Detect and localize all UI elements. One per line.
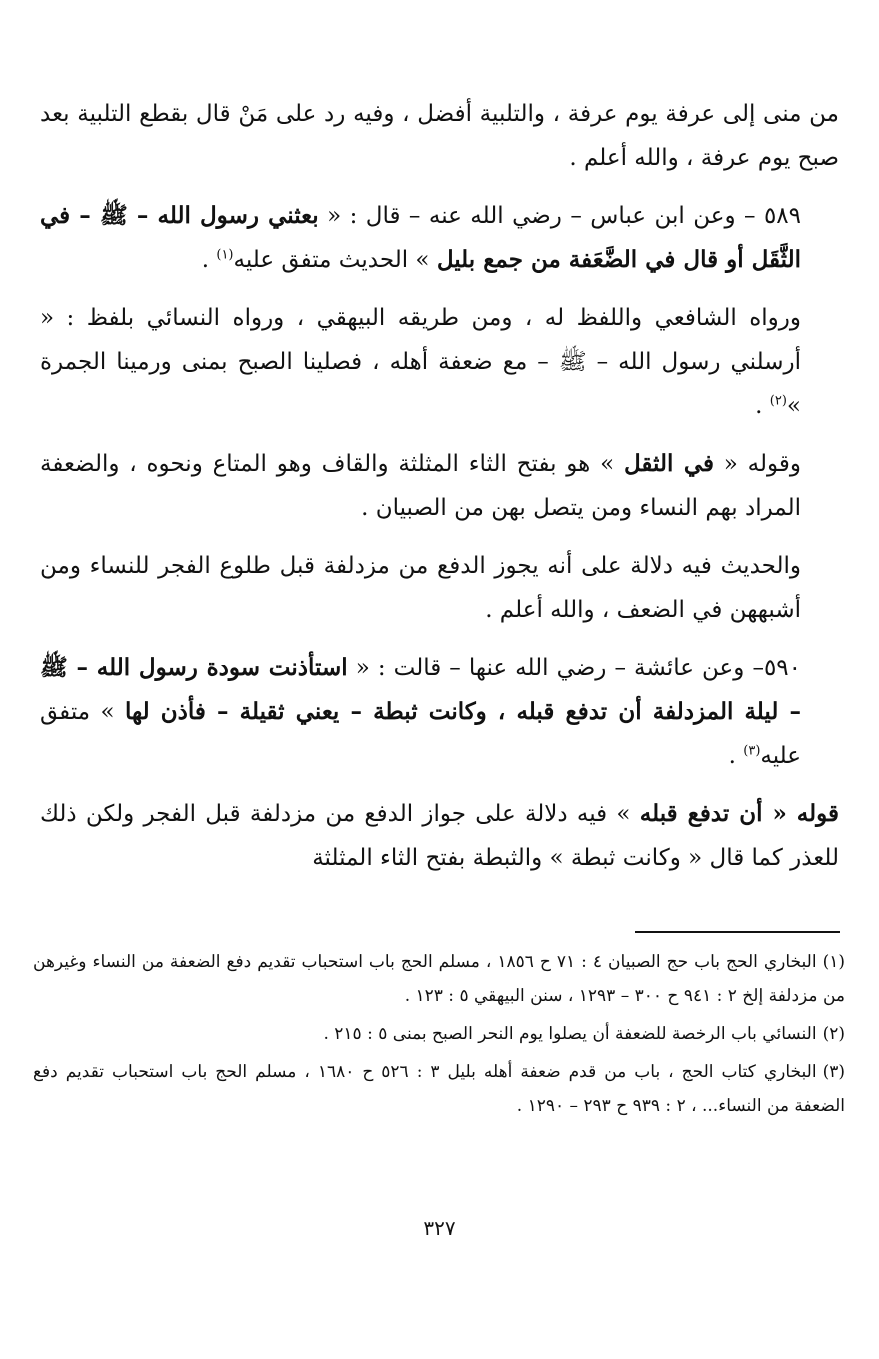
explained-term: في الثقل <box>623 450 714 477</box>
paragraph-text: من منى إلى عرفة يوم عرفة ، والتلبية أفضل ، وفيه رد على مَنْ قال بقطع التلبية بعد صبح يوم عرفة ، والله أعلم . <box>40 101 839 171</box>
footnote-number: (١) <box>822 952 845 972</box>
page-number: ٣٢٧ <box>423 1216 456 1240</box>
footnote-text: البخاري كتاب الحج ، باب من قدم ضعفة أهله بليل ٣ : ٥٢٦ ح ١٦٨٠ ، مسلم الحج باب استحباب تقديم دفع الضعفة من النساء... ، ٢ : ٩٣٩ ح ٢٩٣ – ١٢٩٠ . <box>33 1062 845 1116</box>
paragraph-lead: وقوله « <box>714 451 801 477</box>
hadith-number: ٥٨٩ – <box>735 203 802 229</box>
footnote-text: البخاري الحج باب حج الصبيان ٤ : ٧١ ح ١٨٥٦ ، مسلم الحج باب استحباب تقديم دفع الضعفة من النساء وغيرهن من مزدلفة إلخ ٢ : ٩٤١ ح ٣٠٠ – ١٢٩٣ ، سنن البيهقي ٥ : ١٢٣ . <box>33 952 845 1006</box>
paragraph-lead: قوله « <box>762 800 839 827</box>
hadith-number: ٥٩٠– <box>744 655 802 681</box>
hadith-source: » الحديث متفق عليه <box>233 247 437 273</box>
paragraph-text: » هو بفتح الثاء المثلثة والقاف وهو المتاع ونحوه ، والضعفة المراد بهم النساء ومن يتصل بهن من الصبيان . <box>40 451 801 521</box>
main-text <box>40 92 839 880</box>
paragraph-explanation <box>40 442 839 530</box>
paragraph-narration <box>40 296 839 428</box>
footnote-3 <box>33 1055 845 1123</box>
footnote-number: (٢) <box>822 1024 845 1044</box>
hadith-quote: استأذنت سودة رسول الله – ﷺ – ليلة المزدلفة أن تدفع قبله ، وكانت ثبطة – يعني ثقيلة – فأذن لها <box>40 654 801 725</box>
paragraph-ruling <box>40 544 839 632</box>
paragraph-end: . <box>755 393 770 419</box>
paragraph-text: والحديث فيه دلالة على أنه يجوز الدفع من مزدلفة قبل طلوع الفجر للنساء ومن أشبههن في الضعف ، والله أعلم . <box>40 553 801 623</box>
footnote-1 <box>33 945 845 1013</box>
footnote-ref[interactable]: (١) <box>216 247 234 263</box>
paragraph-text: ورواه الشافعي واللفظ له ، ومن طريقه البيهقي ، ورواه النسائي بلفظ : « أرسلني رسول الله – ﷺ – مع ضعفة أهله ، فصلينا الصبح بمنى ورمينا الجمرة » <box>40 305 801 419</box>
footnote-2 <box>33 1017 845 1051</box>
hadith-intro: وعن عائشة – رضي الله عنها – قالت : « <box>347 655 745 681</box>
footnote-ref[interactable]: (٣) <box>743 743 761 759</box>
explained-term: أن تدفع قبله <box>639 800 763 827</box>
hadith-intro: وعن ابن عباس – رضي الله عنه – قال : « <box>318 203 736 229</box>
footnote-divider <box>635 931 840 933</box>
paragraph-text: » فيه دلالة على جواز الدفع من مزدلفة قبل الفجر ولكن ذلك للعذر كما قال « وكانت ثبطة » والثبطة بفتح الثاء المثلثة <box>40 801 839 871</box>
paragraph-end: . <box>201 247 217 273</box>
footnote-number: (٣) <box>822 1062 845 1082</box>
paragraph-continuation <box>40 92 839 180</box>
paragraph-commentary <box>40 792 839 880</box>
hadith-590 <box>40 646 839 778</box>
footnote-text: النسائي باب الرخصة للضعفة أن يصلوا يوم النحر الصبح بمنى ٥ : ٢١٥ . <box>323 1024 817 1044</box>
hadith-source: » متفق عليه <box>40 699 801 769</box>
hadith-589 <box>40 194 839 282</box>
footnote-ref[interactable]: (٢) <box>769 393 787 409</box>
footnotes <box>33 945 845 1127</box>
hadith-quote: بعثني رسول الله – ﷺ – في الثَّقَل أو قال في الضَّعَفة من جمع بليل <box>40 202 801 273</box>
paragraph-end: . <box>728 743 744 769</box>
